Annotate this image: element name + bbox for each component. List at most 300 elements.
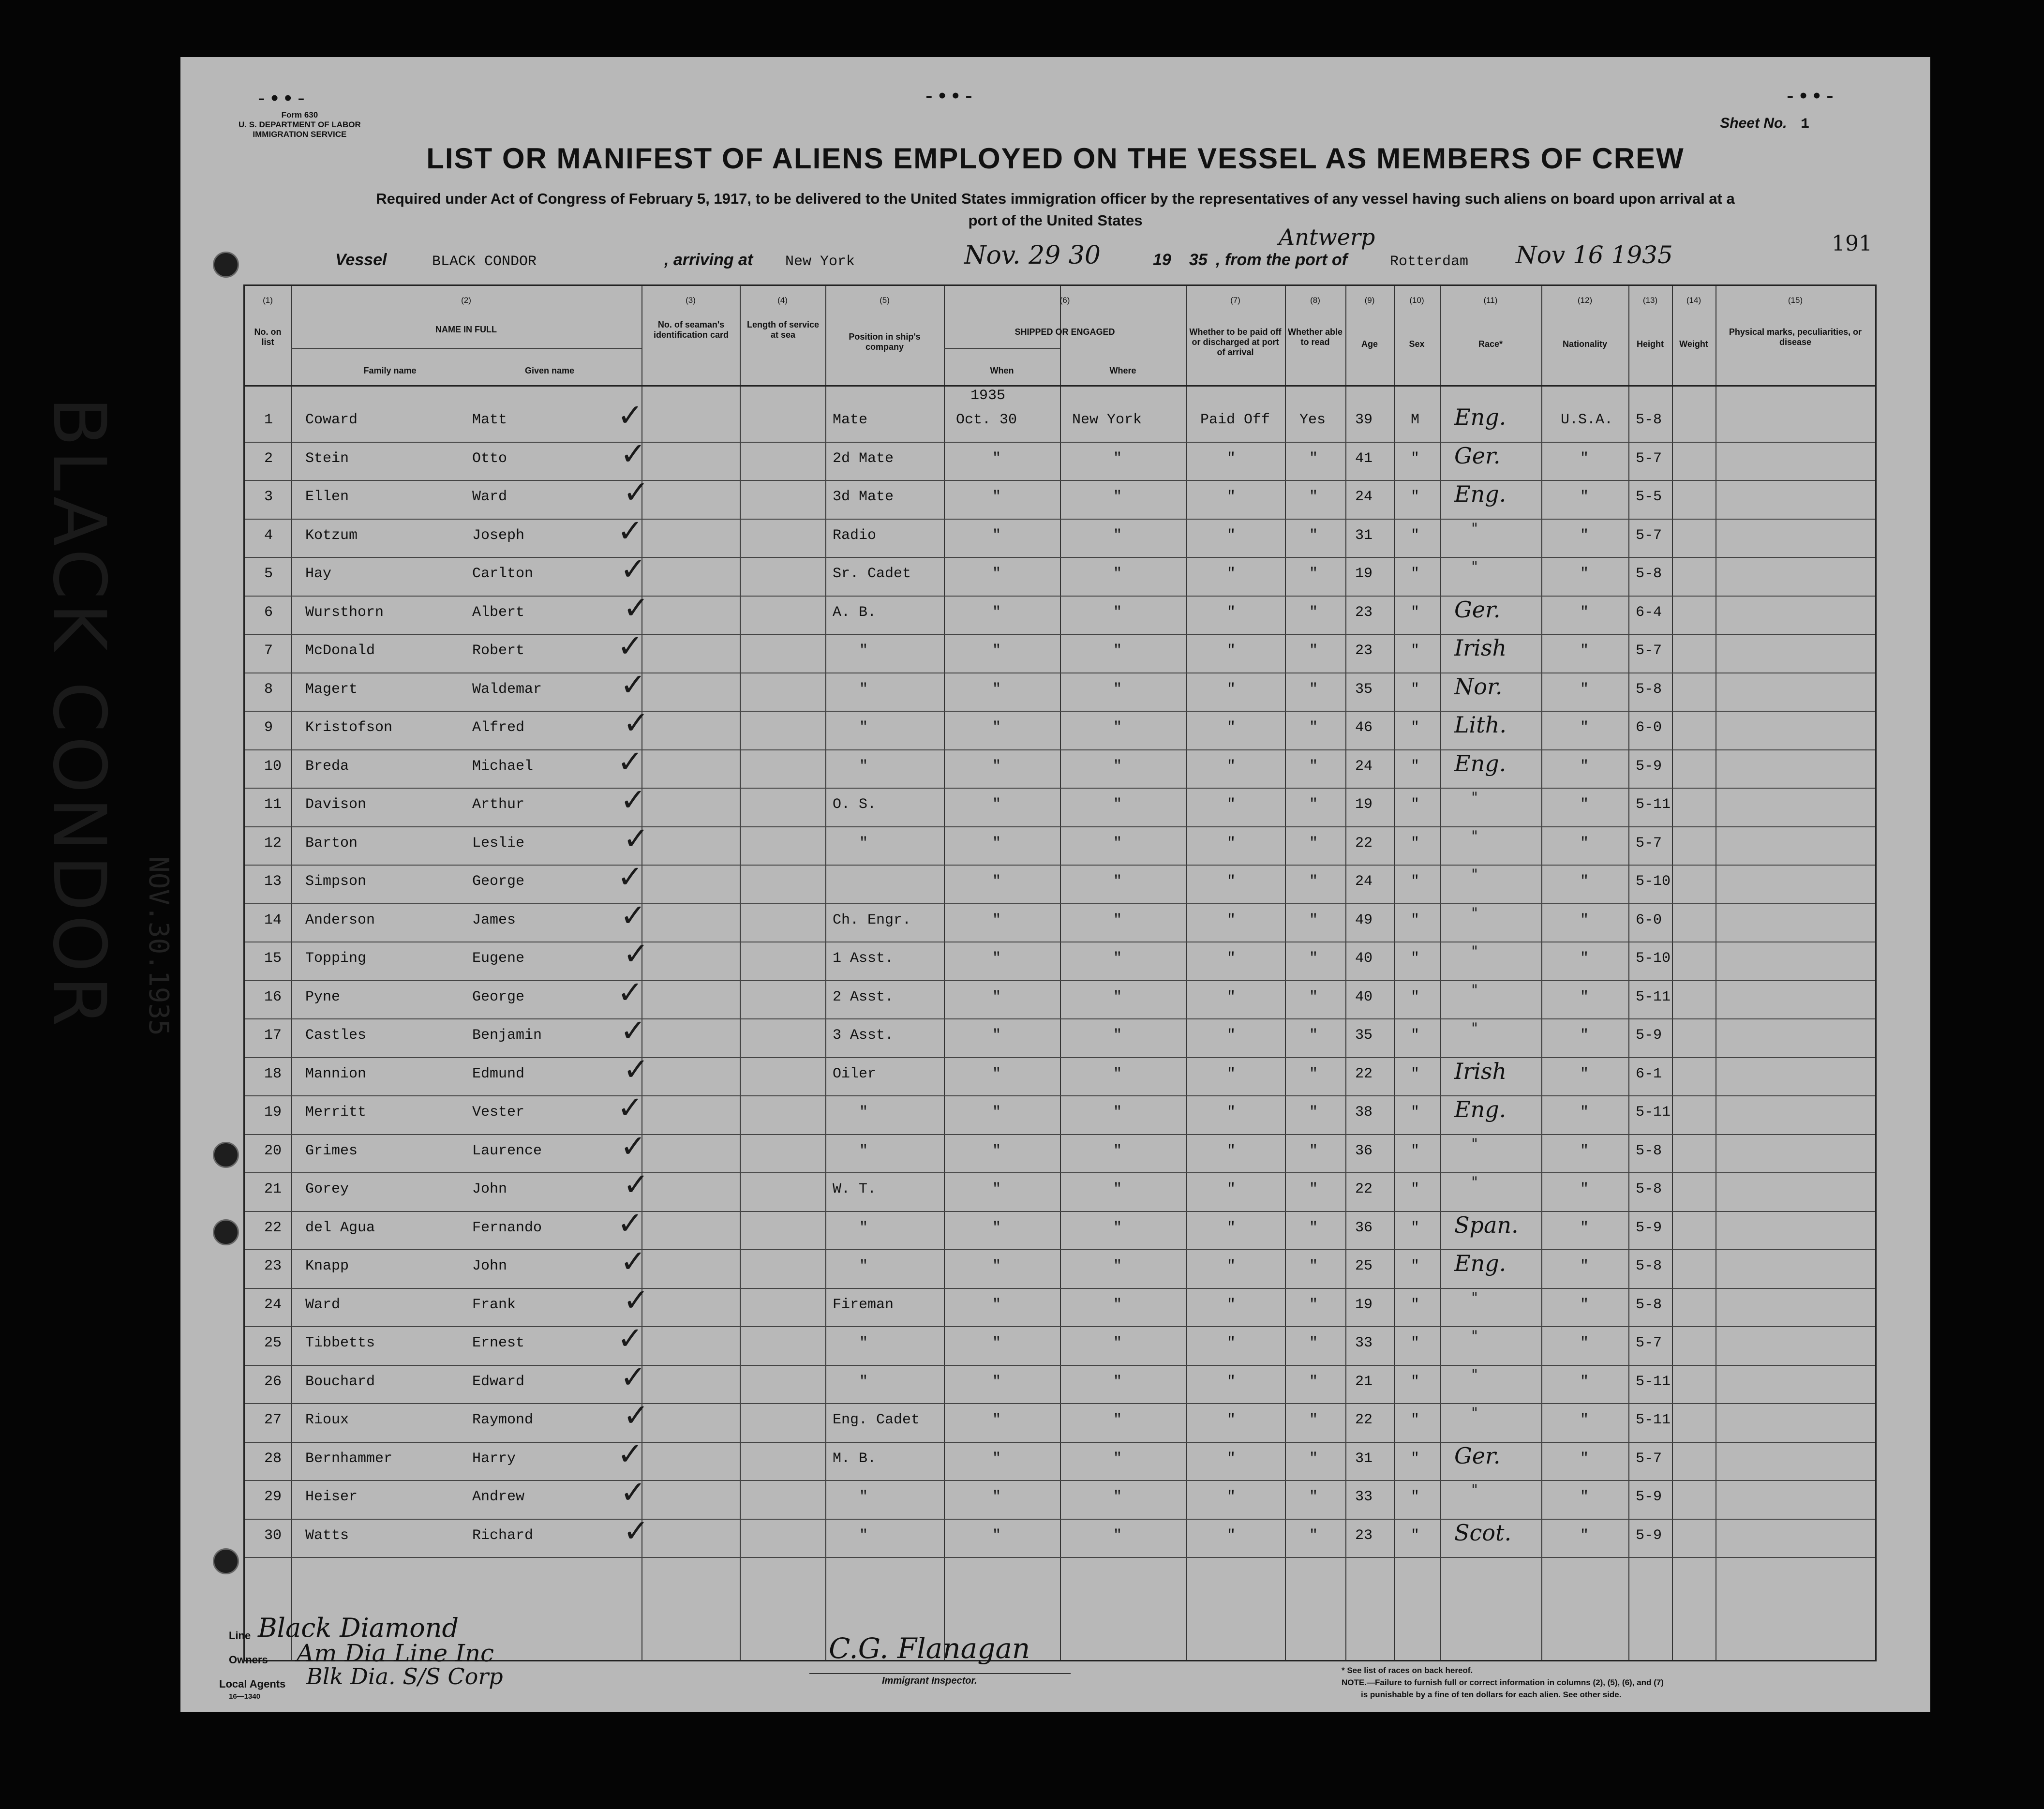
col-num-6: (6) — [1059, 296, 1070, 305]
col-divider — [291, 286, 292, 1660]
paid-off: " — [1227, 796, 1236, 813]
check-mark-icon: ✓ — [617, 974, 643, 1011]
check-mark-icon: ✓ — [617, 859, 643, 895]
paid-off: " — [1227, 719, 1236, 736]
given-name: Vester — [472, 1104, 525, 1121]
position: " — [859, 1527, 868, 1544]
given-name: Joseph — [472, 527, 525, 544]
sex: " — [1411, 604, 1420, 621]
able-to-read: " — [1309, 1489, 1318, 1505]
race: Span. — [1454, 1211, 1519, 1238]
shipped-where: " — [1113, 1142, 1122, 1159]
position: O. S. — [833, 796, 877, 813]
shipped-when: " — [992, 527, 1001, 544]
row-number: 30 — [264, 1527, 282, 1544]
age: 46 — [1355, 719, 1373, 736]
given-name: Andrew — [472, 1489, 525, 1505]
age: 31 — [1355, 527, 1373, 544]
check-mark-icon: ✓ — [623, 936, 649, 972]
nationality: " — [1580, 1373, 1589, 1390]
age: 33 — [1355, 1335, 1373, 1351]
binder-hole — [213, 252, 239, 278]
side-stamp-date: NOV.30.1935 — [143, 856, 174, 1036]
able-to-read: " — [1309, 604, 1318, 621]
sex: " — [1411, 1296, 1420, 1313]
family-name: Heiser — [305, 1489, 358, 1505]
race: Eng. — [1454, 481, 1507, 507]
header-no-on-list: No. on list — [254, 327, 282, 347]
inspector-label: Immigrant Inspector. — [882, 1675, 977, 1686]
able-to-read: " — [1309, 1065, 1318, 1082]
position: Mate — [833, 412, 868, 428]
subtitle-line-1: Required under Act of Congress of February 5, 1917, to be delivered to the United States immigration officer by the representatives of any vessel having such aliens on board upon arrival at a — [376, 190, 1735, 207]
row-divider — [245, 1057, 1875, 1058]
shipped-where: " — [1113, 566, 1122, 582]
sex: " — [1411, 681, 1420, 698]
paid-off: " — [1227, 758, 1236, 775]
height: 5-7 — [1636, 1450, 1662, 1467]
col-num-8: (8) — [1310, 296, 1320, 305]
able-to-read: " — [1309, 758, 1318, 775]
position: " — [859, 758, 868, 775]
col-num-11: (11) — [1483, 296, 1498, 305]
able-to-read: " — [1309, 1450, 1318, 1467]
nationality: " — [1580, 1142, 1589, 1159]
given-name: Ward — [472, 489, 507, 505]
family-name: Castles — [305, 1027, 367, 1044]
age: 21 — [1355, 1373, 1373, 1390]
given-name: Otto — [472, 450, 507, 467]
row-divider — [245, 788, 1875, 789]
shipped-where: " — [1113, 950, 1122, 967]
shipped-when: " — [992, 1219, 1001, 1236]
height: 6-0 — [1636, 912, 1662, 928]
given-name: Raymond — [472, 1412, 534, 1428]
sex: " — [1411, 950, 1420, 967]
given-name: Richard — [472, 1527, 534, 1544]
col-divider — [825, 286, 826, 1660]
position: " — [859, 1142, 868, 1159]
height: 5-8 — [1636, 412, 1662, 428]
paid-off: " — [1227, 1489, 1236, 1505]
check-mark-icon: ✓ — [617, 1205, 643, 1241]
shipped-where: " — [1113, 912, 1122, 928]
first-row-year: 1935 — [970, 388, 1006, 404]
sex: " — [1411, 1335, 1420, 1351]
check-mark-icon: ✓ — [617, 1436, 643, 1472]
age: 40 — [1355, 988, 1373, 1005]
position: " — [859, 1373, 868, 1390]
shipped-when: " — [992, 1104, 1001, 1121]
age: 19 — [1355, 1296, 1373, 1313]
row-divider — [245, 711, 1875, 712]
nationality: " — [1580, 1181, 1589, 1197]
check-mark-icon: ✓ — [617, 1321, 643, 1357]
paid-off: Paid Off — [1200, 412, 1270, 428]
paid-off: " — [1227, 912, 1236, 928]
shipped-when: " — [992, 450, 1001, 467]
paid-off: " — [1227, 873, 1236, 890]
paid-off: " — [1227, 1181, 1236, 1197]
paid-off: " — [1227, 1296, 1236, 1313]
sex: " — [1411, 1181, 1420, 1197]
check-mark-icon: ✓ — [623, 1167, 649, 1203]
check-mark-icon: ✓ — [623, 475, 649, 510]
check-mark-icon: ✓ — [620, 1475, 646, 1510]
col-num-15: (15) — [1788, 296, 1803, 305]
row-divider — [245, 557, 1875, 558]
check-mark-icon: ✓ — [620, 1244, 646, 1280]
check-mark-icon: ✓ — [620, 436, 646, 472]
header-position: Position in ship's company — [849, 332, 921, 352]
side-stamp-name: BLACK CONDOR — [37, 397, 121, 1031]
given-name: John — [472, 1181, 507, 1197]
row-divider — [245, 903, 1875, 904]
form-code: 16—1340 — [229, 1692, 261, 1701]
row-divider — [245, 1018, 1875, 1019]
family-name: Gorey — [305, 1181, 349, 1197]
family-name: Grimes — [305, 1142, 358, 1159]
header-length-of-service: Length of service at sea — [746, 320, 820, 340]
race: " — [1471, 558, 1478, 575]
shipped-when: " — [992, 912, 1001, 928]
check-mark-icon: ✓ — [617, 1090, 643, 1126]
nationality: U.S.A. — [1561, 412, 1613, 428]
age: 23 — [1355, 1527, 1373, 1544]
shipped-when: " — [992, 1373, 1001, 1390]
given-name: Laurence — [472, 1142, 542, 1159]
position: " — [859, 1104, 868, 1121]
able-to-read: " — [1309, 566, 1318, 582]
nationality: " — [1580, 643, 1589, 659]
given-name: Alfred — [472, 719, 525, 736]
page-title: LIST OR MANIFEST OF ALIENS EMPLOYED ON THE VESSEL AS MEMBERS OF CREW — [426, 142, 1685, 175]
race: Ger. — [1454, 596, 1501, 623]
row-number: 14 — [264, 912, 282, 928]
shipped-when: " — [992, 1450, 1001, 1467]
row-number: 18 — [264, 1065, 282, 1082]
check-mark-icon: ✓ — [620, 782, 646, 818]
age: 49 — [1355, 912, 1373, 928]
row-divider — [245, 1403, 1875, 1404]
age: 38 — [1355, 1104, 1373, 1121]
note-races: * See list of races on back hereof. — [1342, 1666, 1473, 1675]
row-number: 16 — [264, 988, 282, 1005]
family-name: Kotzum — [305, 527, 358, 544]
able-to-read: " — [1309, 719, 1318, 736]
row-number: 3 — [264, 489, 273, 505]
shipped-when: " — [992, 988, 1001, 1005]
age: 31 — [1355, 1450, 1373, 1467]
col-divider — [1186, 286, 1187, 1660]
nationality: " — [1580, 1065, 1589, 1082]
shipped-when: " — [992, 566, 1001, 582]
age: 33 — [1355, 1489, 1373, 1505]
header-physical-marks: Physical marks, peculiarities, or disease — [1729, 327, 1862, 347]
side-stamp — [37, 397, 174, 1036]
height: 6-0 — [1636, 719, 1662, 736]
shipped-where: " — [1113, 988, 1122, 1005]
sex: " — [1411, 796, 1420, 813]
header-nationality: Nationality — [1562, 339, 1607, 349]
nationality: " — [1580, 912, 1589, 928]
height: 5-7 — [1636, 1335, 1662, 1351]
row-divider — [245, 1249, 1875, 1250]
form-number: Form 630 — [281, 110, 318, 120]
sheet-number — [1720, 115, 1809, 133]
given-name: Carlton — [472, 566, 534, 582]
col-num-10: (10) — [1409, 296, 1424, 305]
family-name: Simpson — [305, 873, 367, 890]
check-mark-icon: ✓ — [620, 897, 646, 934]
shipped-when: " — [992, 1181, 1001, 1197]
shipped-where: " — [1113, 489, 1122, 505]
given-name: Benjamin — [472, 1027, 542, 1044]
row-divider — [245, 826, 1875, 827]
able-to-read: " — [1309, 1142, 1318, 1159]
sex: M — [1411, 412, 1420, 428]
row-number: 19 — [264, 1104, 282, 1121]
row-divider — [245, 1288, 1875, 1289]
height: 5-9 — [1636, 1489, 1662, 1505]
given-name: Edward — [472, 1373, 525, 1390]
row-number: 21 — [264, 1181, 282, 1197]
height: 5-8 — [1636, 566, 1662, 582]
nationality: " — [1580, 1489, 1589, 1505]
height: 5-8 — [1636, 1181, 1662, 1197]
able-to-read: Yes — [1299, 412, 1326, 428]
arrival-date: Nov. 29 30 — [964, 241, 1101, 270]
given-name: James — [472, 912, 516, 928]
race: Eng. — [1454, 404, 1507, 430]
manifest-sheet — [180, 57, 1930, 1712]
agents-value: Blk Dia. S/S Corp — [306, 1663, 503, 1689]
row-divider — [245, 634, 1875, 635]
shipped-where: " — [1113, 527, 1122, 544]
row-number: 5 — [264, 566, 273, 582]
age: 40 — [1355, 950, 1373, 967]
height: 5-7 — [1636, 643, 1662, 659]
race: " — [1471, 1328, 1478, 1345]
sex: " — [1411, 1527, 1420, 1544]
row-number: 20 — [264, 1142, 282, 1159]
header-divider — [245, 385, 1875, 387]
able-to-read: " — [1309, 1373, 1318, 1390]
height: 5-8 — [1636, 681, 1662, 698]
age: 23 — [1355, 604, 1373, 621]
stamp-number: 191 — [1832, 231, 1872, 256]
given-name: George — [472, 873, 525, 890]
nationality: " — [1580, 1527, 1589, 1544]
row-divider — [245, 1519, 1875, 1520]
sex: " — [1411, 758, 1420, 775]
height: 6-4 — [1636, 604, 1662, 621]
position: " — [859, 643, 868, 659]
family-name: Knapp — [305, 1258, 349, 1274]
family-name: Ward — [305, 1296, 341, 1313]
family-name: Watts — [305, 1527, 349, 1544]
paid-off: " — [1227, 604, 1236, 621]
sex: " — [1411, 1373, 1420, 1390]
given-name: George — [472, 988, 525, 1005]
age: 35 — [1355, 1027, 1373, 1044]
paid-off: " — [1227, 643, 1236, 659]
header-sex: Sex — [1409, 339, 1425, 349]
header-id-card: No. of seaman's identification card — [653, 320, 729, 340]
sex: " — [1411, 566, 1420, 582]
height: 5-7 — [1636, 527, 1662, 544]
paid-off: " — [1227, 1335, 1236, 1351]
race: Irish — [1454, 1058, 1507, 1084]
shipped-when: " — [992, 796, 1001, 813]
shipped-where: " — [1113, 1181, 1122, 1197]
paid-off: " — [1227, 1258, 1236, 1274]
able-to-read: " — [1309, 796, 1318, 813]
col-divider — [944, 286, 945, 1660]
race: " — [1471, 520, 1478, 537]
check-mark-icon: ✓ — [620, 1013, 646, 1049]
able-to-read: " — [1309, 1181, 1318, 1197]
shipped-when: Oct. 30 — [956, 412, 1017, 428]
col-divider — [740, 286, 741, 1660]
shipped-when: " — [992, 873, 1001, 890]
row-divider — [245, 480, 1875, 481]
row-divider — [245, 519, 1875, 520]
sex: " — [1411, 1258, 1420, 1274]
family-name: Anderson — [305, 912, 375, 928]
row-divider — [245, 749, 1875, 750]
sex: " — [1411, 1142, 1420, 1159]
row-divider — [245, 1134, 1875, 1135]
position: W. T. — [833, 1181, 877, 1197]
race: Scot. — [1454, 1519, 1512, 1546]
given-name: Harry — [472, 1450, 516, 1467]
nationality: " — [1580, 1296, 1589, 1313]
race: " — [1471, 1020, 1478, 1037]
shipped-where: " — [1113, 1489, 1122, 1505]
shipped-when: " — [992, 604, 1001, 621]
col-divider — [1541, 286, 1542, 1660]
row-divider — [245, 980, 1875, 981]
family-name: Breda — [305, 758, 349, 775]
row-divider — [245, 1095, 1875, 1096]
header-paid-off: Whether to be paid off or discharged at port of arrival — [1189, 327, 1282, 357]
race: Ger. — [1454, 1442, 1501, 1469]
nationality: " — [1580, 450, 1589, 467]
race: Ger. — [1454, 442, 1501, 469]
height: 5-10 — [1636, 873, 1671, 890]
col-num-12: (12) — [1577, 296, 1593, 305]
shipped-where: " — [1113, 873, 1122, 890]
col-divider — [1672, 286, 1673, 1660]
header-name-in-full: NAME IN FULL — [435, 325, 497, 334]
position: Sr. Cadet — [833, 566, 911, 582]
height: 6-1 — [1636, 1065, 1662, 1082]
col-divider — [1285, 286, 1286, 1660]
shipped-where: " — [1113, 1104, 1122, 1121]
check-mark-icon: ✓ — [620, 1359, 646, 1395]
shipped-when: " — [992, 1489, 1001, 1505]
family-name: Ellen — [305, 489, 349, 505]
shipped-where: " — [1113, 796, 1122, 813]
position: 2d Mate — [833, 450, 894, 467]
height: 5-9 — [1636, 1027, 1662, 1044]
shipped-when: " — [992, 1065, 1001, 1082]
nationality: " — [1580, 950, 1589, 967]
col-num-13: (13) — [1642, 296, 1658, 305]
punch-mark: - • • - — [925, 84, 972, 107]
handwritten-date: Nov 16 1935 — [1516, 241, 1673, 269]
position: " — [859, 1489, 868, 1505]
sex: " — [1411, 835, 1420, 852]
height: 5-11 — [1636, 988, 1671, 1005]
age: 22 — [1355, 835, 1373, 852]
vessel-name: BLACK CONDOR — [432, 254, 537, 270]
row-number: 28 — [264, 1450, 282, 1467]
position: " — [859, 1335, 868, 1351]
shipped-where: " — [1113, 1219, 1122, 1236]
sex: " — [1411, 1412, 1420, 1428]
given-name: Waldemar — [472, 681, 542, 698]
height: 5-5 — [1636, 489, 1662, 505]
given-name: Eugene — [472, 950, 525, 967]
col-divider — [1060, 286, 1061, 1660]
family-name: Hay — [305, 566, 332, 582]
sex: " — [1411, 1104, 1420, 1121]
given-name: Edmund — [472, 1065, 525, 1082]
height: 5-9 — [1636, 1219, 1662, 1236]
able-to-read: " — [1309, 1335, 1318, 1351]
nationality: " — [1580, 835, 1589, 852]
shipped-where: " — [1113, 1450, 1122, 1467]
shipped-where: " — [1113, 719, 1122, 736]
line-value: Black Diamond — [258, 1613, 459, 1643]
family-name: Rioux — [305, 1412, 349, 1428]
family-name: Magert — [305, 681, 358, 698]
row-number: 6 — [264, 604, 273, 621]
race: " — [1471, 1174, 1478, 1191]
check-mark-icon: ✓ — [617, 628, 643, 664]
col-num-14: (14) — [1686, 296, 1701, 305]
shipped-where: " — [1113, 1412, 1122, 1428]
race: Eng. — [1454, 750, 1507, 777]
paid-off: " — [1227, 1142, 1236, 1159]
race: " — [1471, 827, 1478, 845]
shipped-where: " — [1113, 1527, 1122, 1544]
shipped-when: " — [992, 681, 1001, 698]
nationality: " — [1580, 758, 1589, 775]
age: 36 — [1355, 1142, 1373, 1159]
family-name: Bouchard — [305, 1373, 375, 1390]
shipped-when: " — [992, 1412, 1001, 1428]
shipped-where: " — [1113, 835, 1122, 852]
row-number: 2 — [264, 450, 273, 467]
shipped-where: New York — [1072, 412, 1142, 428]
punch-mark: - • • - — [258, 86, 305, 110]
row-divider — [245, 1172, 1875, 1173]
row-number: 9 — [264, 719, 273, 736]
given-name: John — [472, 1258, 507, 1274]
race: Lith. — [1454, 712, 1507, 738]
able-to-read: " — [1309, 1258, 1318, 1274]
age: 41 — [1355, 450, 1373, 467]
sex: " — [1411, 1027, 1420, 1044]
position: Eng. Cadet — [833, 1412, 920, 1428]
given-name: Matt — [472, 412, 507, 428]
row-divider — [245, 1326, 1875, 1327]
row-number: 7 — [264, 643, 273, 659]
height: 5-8 — [1636, 1296, 1662, 1313]
